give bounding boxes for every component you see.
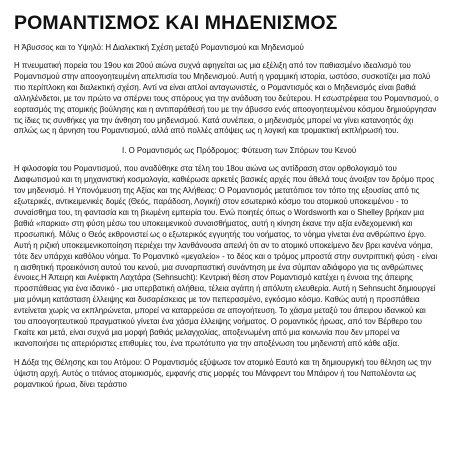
intro-paragraph: Η πνευματική πορεία του 19ου και 20ού αιώνα συχνά αφηγείται ως μια εξέλιξη από τον παθιασμένο ιδεαλισμό του Ρομαντισμού στην αποογοητευμένη απελπισία του Μηδενισμού. Αυτή η γραμμική ιστορία, ωστόσο, συσκοτίζει μια πολύ πιο περίπλοκη και διαλεκτική σχέση. Αντί να είναι απλοί ανταγωνιστές, ο Ρομαντισμός και ο Μηδενισμός είναι βαθιά αλληλένδετοι, με τον πρώτο να σπέρνει τους σπόρους για την ανάδυση του δεύτερου. Η εσωστρέφεια του Ρομαντισμού, ο εορτασμός της ατομικής βούλησης και η αντιπαράθεσή του με την άβυσσο ενός αποογοητευμένου κόσμου δημιούργησαν τις ίδιες τις συνθήκες για την άνθηση του μηδενισμού. Κατά συνέπεια, ο μηδενισμός μπορεί να γίνει κατανοητός όχι απλώς ως η άρνηση του Ρομαντισμού, αλλά από πολλές απόψεις ως η λογική και τρομακτική εκπλήρωσή του. bbox=[14, 61, 439, 136]
document-subtitle: Η Άβυσσος και το Υψηλό: Η Διαλεκτική Σχέση μεταξύ Ρομαντισμού και Μηδενισμού bbox=[14, 43, 304, 52]
section-paragraph: Η φιλοσοφία του Ρομαντισμού, που αναδύθηκε στα τέλη του 18ου αιώνα ως αντίδραση στον ορθολογισμό του Διαφωτισμού και τη μηχανιστική κοσμολογία, καθιέρωσε αρκετές βασικές αρχές που άθελά τους άνοιξαν τον δρόμο προς τον μηδενισμό. Η Υπονόμευση της Αξίας και της Αλήθειας: Ο Ρομαντισμός μετατόπισε τον τόπο της εξουσίας από τις εξωτερικές, αντικειμενικές δομές (Θεός, παράδοση, Λογική) στον εσωτερικό κόσμο του ατομικού υποκειμένου - το συναίσθημα του, τη φαντασία και τη βιωμένη εμπειρία του. Ενώ ποιητές όπως ο Wordsworth και ο Shelley βρήκαν μια βαθιά «παρκια» στη φύση μέσω του υποκειμενικού συναισθήματος, αυτή η κίνηση έκανε την αξία ενδεχομενική και προσωπική. Μόλις ο Θεός εκθρονιστεί ως ο εξωτερικός εγγυητής του νοήματος, το νόημα γίνεται ένα ανθρώπινο έργο. Αυτή η ριζική υποκειμενικοποίηση περιέχει την λανθάνουσα απειλή ότι αν το ατομικό υποκείμενο δεν βρει κανένα νόημα, τότε δεν υπάρχει καθόλου νόημα. Το Ρομαντικό «μεγαλείο» - το δέος και ο τρόμος μπροστά στην συντριπτική φύση - είναι η αισθητική προεικόνιση αυτού του κενού, μια συναρπαστική συνάντηση με ένα σύμπαν αδιάφορο για τις ανθρώπινες έννοιες.Η Άπειρη και Ανέφικτη Λαχτάρα (Sehnsucht): Κεντρική θέση στον Ρομαντισμό κατέχει η έννοια της άπειρης προσπάθειας για ένα ιδανικό - μια υπερβατική αλήθεια, τέλεια αγάπη ή απόλυτη ελευθερία. Αυτή η Sehnsucht δημιουργεί μια μόνιμη κατάσταση έλλειψης και δυσαρέσκειας με τον πεπερασμένο, εγκόσμιο κόσμο. Καθώς αυτή η προσπάθεια εντείνεται χωρίς να εκπληρώνεται, μπορεί να καταρρεύσει σε απογοήτευση. Το χάσμα μεταξύ του άπειρου ιδανικού και του αποογοητευτικού πραγματικού γίνεται ένα χάσμα έλλειψης νοήματος. Ο ρομαντικός ήρωας, από τον Βέρθερο του Γκαίτε και μετά, είναι συχνά μια μορφή βαθιάς μελαγχολίας, αποξενωμένη από μια κοινωνία που δεν μπορεί να ικανοποιήσει τις απεριόριστες επιθυμίες του, ένα πρωτότυπο για την αποξένωση του μηδενιστή από κάθε αξία. bbox=[14, 164, 438, 348]
document-title: ΡΟΜΑΝΤΙΣΜΟΣ ΚΑΙ ΜΗΔΕΝΙΣΜΟΣ bbox=[14, 12, 338, 34]
section-heading: I. Ο Ρομαντισμός ως Πρόδρομος: Φύτευση των Σπόρων του Κενού bbox=[122, 146, 357, 156]
section-paragraph-continued: Η Δόξα της Θέλησης και του Ατόμου: Ο Ρομαντισμός εξύψωσε τον ατομικό Εαυτό και τη δημιουργική του θέληση ως την ύψιστη αρχή. Αυτός ο τιτάνιος ατομικισμός, εμφανής στις μορφές του Μάνφρεντ του Μπάιρον ή του Ναπολέοντα ως ρομαντικού ήρωα, δίνει τεράστιο bbox=[14, 357, 432, 389]
